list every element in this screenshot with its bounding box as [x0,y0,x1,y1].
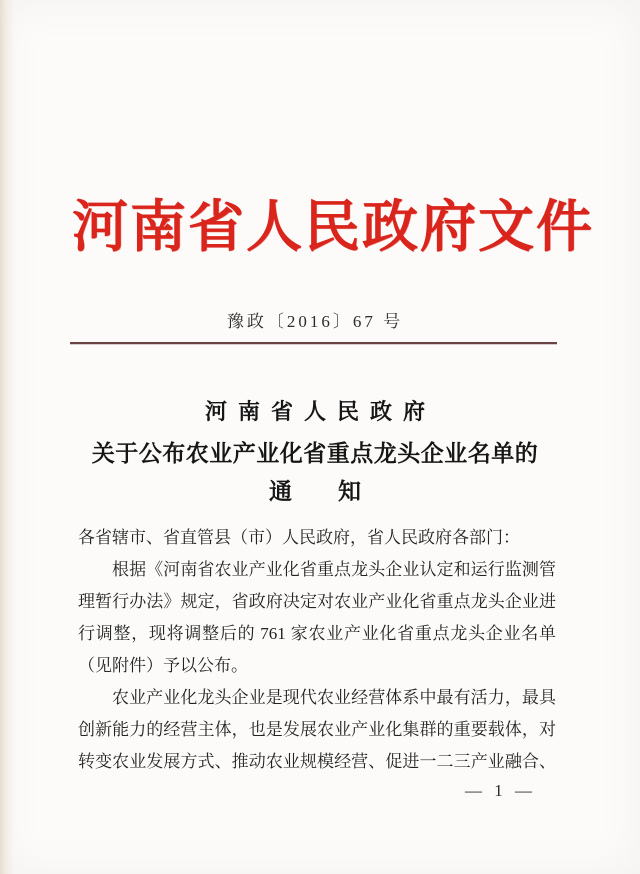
body-line: （见附件）予以公布。 [78,656,248,675]
body-line: 行调整，现将调整后的 761 家农业产业化省重点龙头企业名单 [78,624,556,643]
title-notice: 通 知 [269,479,361,504]
body-line: 创新能力的经营主体，也是发展农业产业化集群的重要载体，对 [78,720,556,739]
document-content [72,0,594,874]
scan-edge-shadow [0,0,14,874]
body-text [78,522,556,778]
body-line: 转变农业发展方式、推动农业规模经营、促进一二三产业融合、 [78,752,556,771]
title-government-name: 河南省人民政府 [204,399,436,424]
body-line-salutation: 各省辖市、省直管县（市）人民政府，省人民政府各部门： [78,528,520,547]
body-line: 根据《河南省农业产业化省重点龙头企业认定和运行监测管 [112,560,556,579]
document-number: 豫政〔2016〕67 号 [226,312,404,331]
body-line: 理暂行办法》规定，省政府决定对农业产业化省重点龙头企业进 [78,592,556,611]
red-divider-line [70,342,557,344]
body-line: 农业产业化龙头企业是现代农业经营体系中最有活力，最具 [112,688,556,707]
page-number: — 1 — [465,781,536,800]
document-header-title: 河南省人民政府文件 [72,197,594,259]
title-subject: 关于公布农业产业化省重点龙头企业名单的 [91,441,539,466]
